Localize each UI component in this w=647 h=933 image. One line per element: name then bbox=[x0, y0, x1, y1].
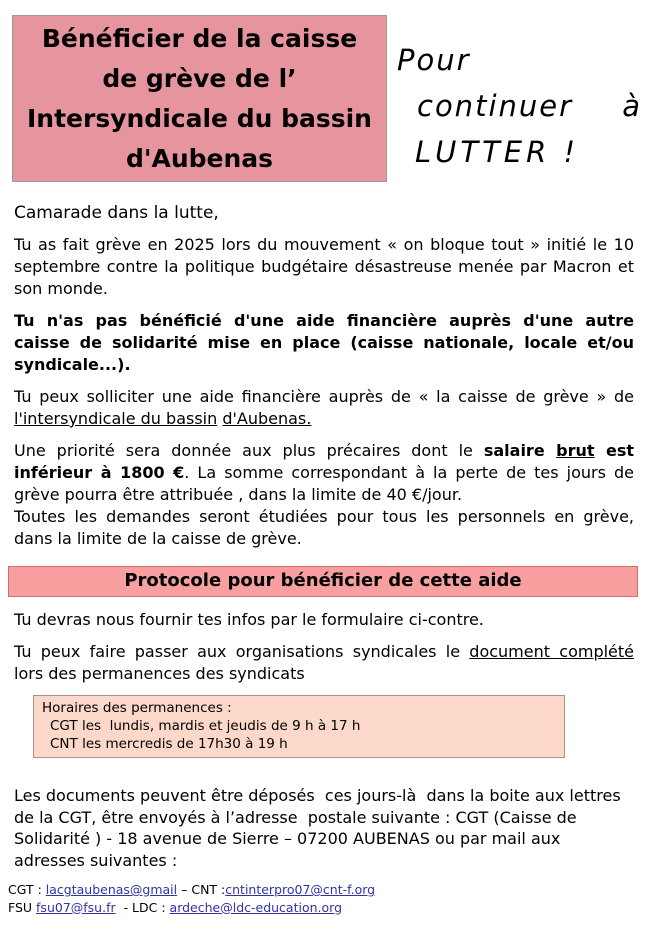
priority-bold-underline-brut: brut bbox=[556, 441, 595, 460]
priority-bold-amount: est inférieur à 1800 € bbox=[14, 441, 635, 482]
footer-cnt-label: – CNT : bbox=[177, 882, 226, 897]
email-link-cnt[interactable]: cntinterpro07@cnt-f.org bbox=[225, 882, 376, 897]
email-link-ldc[interactable]: ardeche@ldc-education.org bbox=[169, 899, 343, 915]
page-title-line: d'Aubenas bbox=[125, 143, 274, 173]
footer-line-2 bbox=[8, 899, 634, 917]
handwriting-line: Pour bbox=[397, 43, 471, 77]
email-link-cgt[interactable]: lacgtaubenas@gmail bbox=[45, 882, 178, 897]
paragraph-form: Tu devras nous fournir tes infos par le formulaire ci-contre. bbox=[14, 610, 484, 629]
paragraph-solicit-underline-1: l'intersyndicale du bassin bbox=[14, 409, 218, 428]
footer-ldc-label: - LDC : bbox=[115, 899, 170, 915]
email-link-fsu[interactable]: fsu07@fsu.fr bbox=[36, 899, 116, 915]
paragraph-priority-rest: . La somme correspondant à la perte de tes jours de grève pourra être attribuée , dans la limite de 40 €/jour. bbox=[14, 463, 635, 504]
paragraph-document-rest: lors des permanences des syndicats bbox=[14, 642, 645, 683]
paragraph-document bbox=[14, 641, 645, 685]
paragraph-document-text: Tu peux faire passer aux organisations syndicales le bbox=[14, 642, 470, 661]
hours-cgt: CGT les lundis, mardis et jeudis de 9 h à 17 h bbox=[50, 718, 361, 734]
handwriting-line: continuer à bbox=[417, 89, 643, 123]
document-body bbox=[0, 182, 647, 916]
paragraph-solicit bbox=[14, 386, 634, 430]
footer-line-1 bbox=[8, 881, 634, 899]
title-box bbox=[12, 15, 387, 182]
paragraph-priority bbox=[14, 440, 634, 506]
paragraph-strike-2025: Tu as fait grève en 2025 lors du mouvement « on bloque tout » initié le 10 septembre contre la politique budgétaire désastreuse menée par Macron et son monde. bbox=[14, 235, 634, 298]
page-title-line: Intersyndicale du bassin bbox=[27, 103, 372, 133]
paragraph-document-underline: document complété bbox=[469, 642, 635, 661]
paragraph-deposit: Les documents peuvent être déposés ces jours-là dans la boite aux lettres de la CGT, être envoyés à l’adresse postale suivante : CGT (Caisse de Solidarité ) - 18 avenue de Sierre – 07200 AUBENAS ou par mail aux adresses suivantes : bbox=[14, 786, 631, 870]
paragraph-solicit-text: Tu peux solliciter une aide financière auprès de « la caisse de grève » de bbox=[14, 387, 634, 406]
greeting: Camarade dans la lutte, bbox=[14, 203, 219, 223]
page-title-line: de grève de l’ bbox=[102, 63, 297, 93]
protocol-banner: Protocole pour bénéficier de cette aide bbox=[8, 566, 638, 597]
paragraph-no-other-aid: Tu n'as pas bénéficié d'une aide financière auprès d'une autre caisse de solidarité mise en place (caisse nationale, locale et/ou syndicale...). bbox=[14, 311, 634, 374]
footer-fsu-label: FSU bbox=[8, 899, 37, 915]
footer-cgt-label: CGT : bbox=[8, 882, 46, 897]
paragraph-all-requests: Toutes les demandes seront étudiées pour tous les personnels en grève, dans la limite de la caisse de grève. bbox=[14, 507, 634, 548]
paragraph-priority-text: Une priorité sera donnée aux plus précaires dont le bbox=[14, 441, 484, 460]
hours-title: Horaires des permanences : bbox=[42, 700, 232, 716]
footer-contacts bbox=[8, 881, 634, 916]
hours-cnt: CNT les mercredis de 17h30 à 19 h bbox=[50, 736, 288, 752]
priority-bold-salaire: salaire bbox=[483, 441, 557, 460]
page-title-line: Bénéficier de la caisse bbox=[41, 23, 358, 53]
handwriting-note bbox=[387, 15, 642, 182]
hours-box bbox=[33, 695, 565, 758]
handwriting-line: LUTTER ! bbox=[415, 135, 580, 169]
paragraph-solicit-underline-2: d'Aubenas. bbox=[222, 409, 312, 428]
header bbox=[0, 0, 647, 182]
